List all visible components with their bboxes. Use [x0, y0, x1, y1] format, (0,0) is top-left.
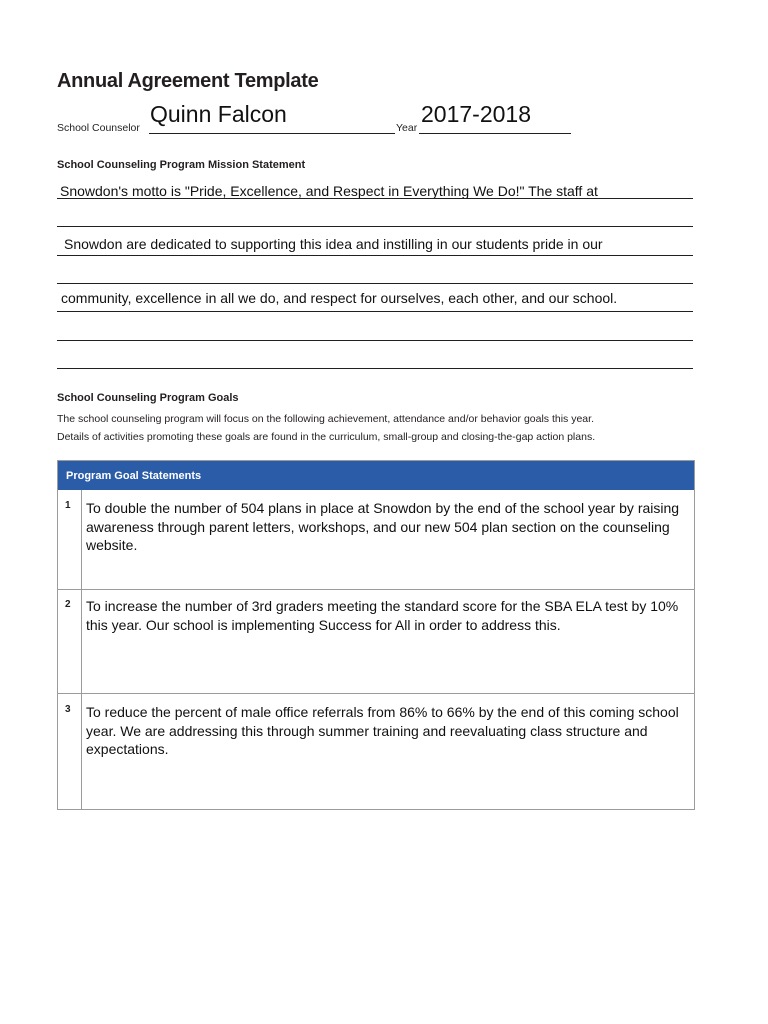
- mission-line-2[interactable]: Snowdon are dedicated to supporting this idea and instilling in our students pride in our: [64, 236, 603, 252]
- mission-rule-5: [57, 311, 693, 312]
- goals-description-line-1: The school counseling program will focus on the following achievement, attendance and/or behavior goals this year.: [57, 413, 594, 425]
- goal-statement-3[interactable]: To reduce the percent of male office referrals from 86% to 66% by the end of this coming school year. We are addressing this through summer training and reevaluating class structure and expectations.: [86, 704, 679, 757]
- mission-rule-2: [57, 226, 693, 227]
- counselor-name-field[interactable]: Quinn Falcon: [150, 101, 287, 127]
- goals-heading: School Counseling Program Goals: [57, 392, 239, 404]
- year-label: Year: [396, 122, 418, 134]
- counselor-label: School Counselor: [57, 122, 140, 134]
- year-underline: [419, 133, 571, 134]
- goals-description-line-2: Details of activities promoting these goals are found in the curriculum, small-group and closing-the-gap action plans.: [57, 431, 596, 443]
- mission-rule-3: [57, 255, 693, 256]
- mission-heading: School Counseling Program Mission Statement: [57, 159, 306, 171]
- mission-rule-6: [57, 340, 693, 341]
- mission-rule-1: [57, 198, 693, 199]
- row-number: 1: [65, 500, 71, 511]
- counselor-underline: [149, 133, 395, 134]
- goal-statement-1[interactable]: To double the number of 504 plans in place at Snowdon by the end of the school year by raising awareness through parent letters, workshops, and our new 504 plan section on the counseling website.: [86, 500, 680, 553]
- table-row: [58, 694, 694, 809]
- year-field[interactable]: 2017-2018: [421, 101, 531, 127]
- page-title: Annual Agreement Template: [57, 70, 319, 92]
- mission-rule-4: [57, 283, 693, 284]
- goal-statement-2[interactable]: To increase the number of 3rd graders meeting the standard score for the SBA ELA test by 10% this year. Our school is implementing Success for All in order to address this.: [86, 598, 679, 633]
- table-header: Program Goal Statements: [58, 461, 694, 490]
- mission-line-3[interactable]: community, excellence in all we do, and respect for ourselves, each other, and our school.: [61, 290, 618, 306]
- table-row: [58, 590, 694, 693]
- table-row: [58, 490, 694, 589]
- row-number: 2: [65, 599, 71, 610]
- goals-table: [57, 460, 695, 810]
- mission-rule-7: [57, 368, 693, 369]
- mission-line-1[interactable]: Snowdon's motto is "Pride, Excellence, and Respect in Everything We Do!" The staff at: [60, 183, 598, 199]
- row-number: 3: [65, 704, 71, 715]
